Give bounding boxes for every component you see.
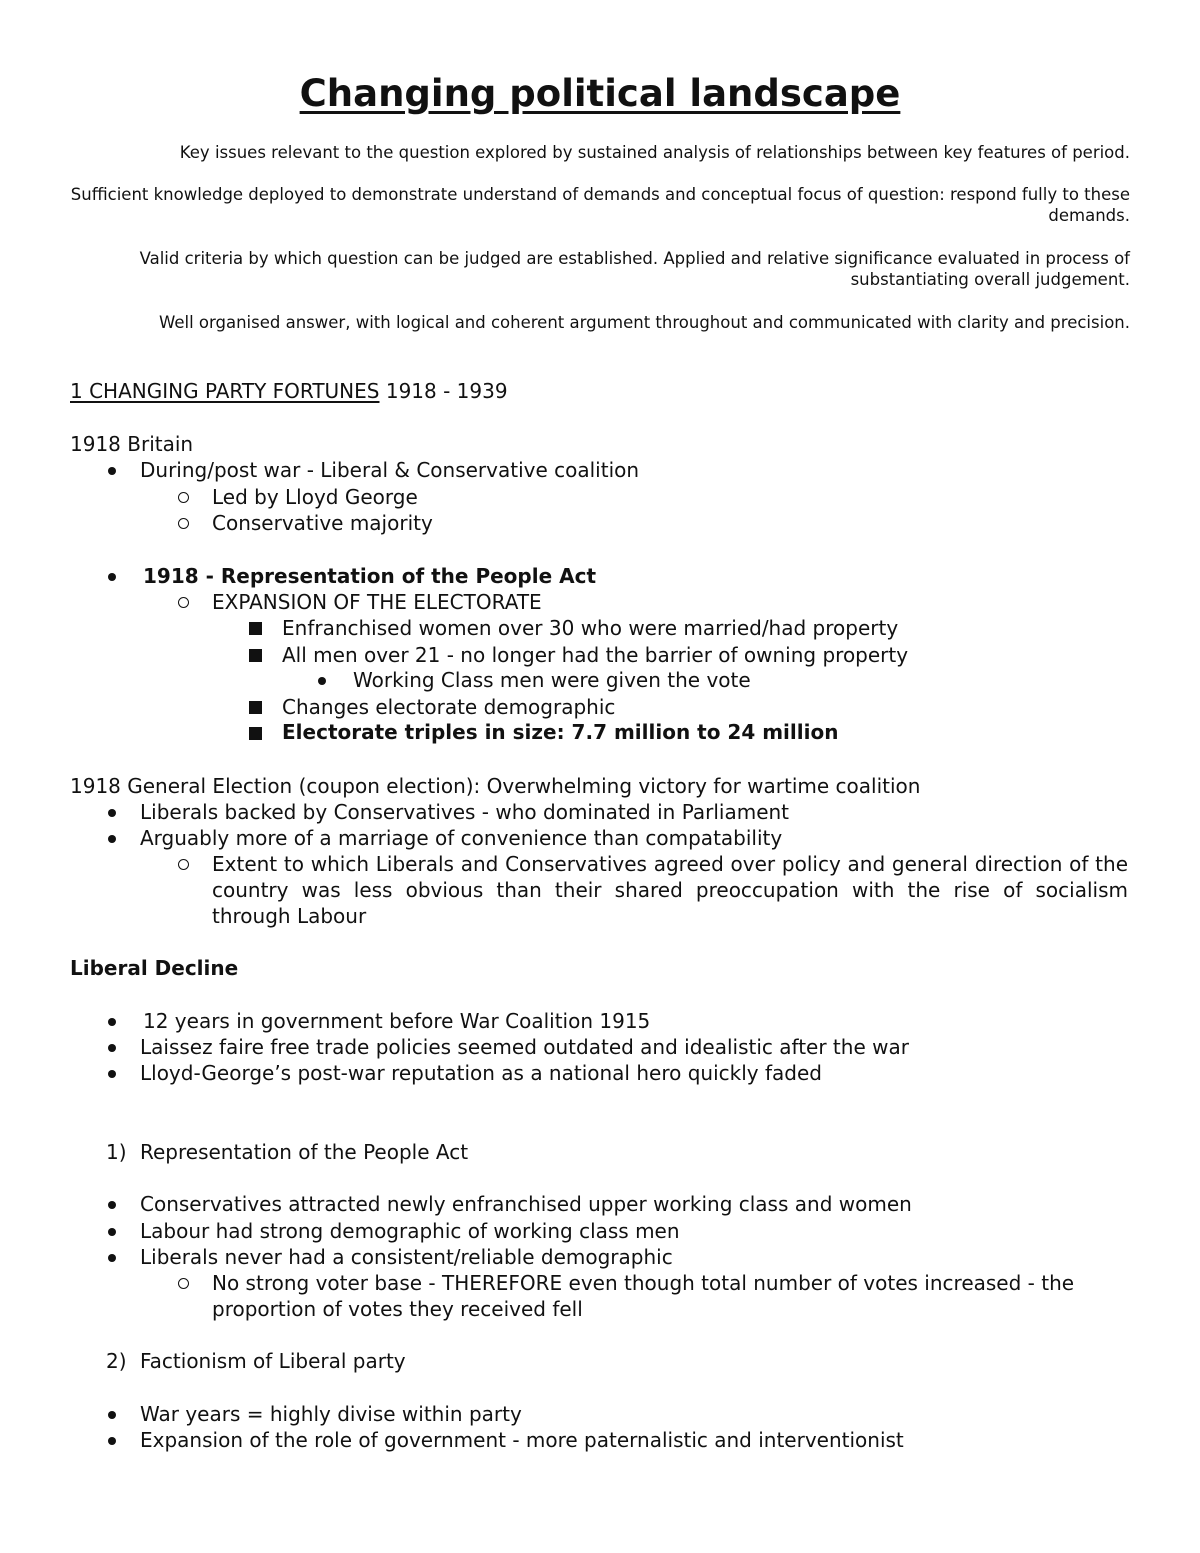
- list-item: Changes electorate demographic: [282, 695, 616, 719]
- list-item: During/post war - Liberal & Conservative coalition: [140, 458, 640, 482]
- liberal-decline-heading: Liberal Decline: [70, 956, 239, 980]
- bullet-dot-icon: [108, 467, 116, 475]
- list-item: Conservatives attracted newly enfranchised upper working class and women: [140, 1192, 912, 1216]
- list-item: Labour had strong demographic of working class men: [140, 1219, 680, 1243]
- list-item: Conservative majority: [212, 511, 433, 535]
- list-item: Liberals never had a consistent/reliable demographic: [140, 1245, 673, 1269]
- page-title: Changing political landscape: [299, 72, 901, 115]
- criteria-3: Valid criteria by which question can be judged are established. Applied and relative significance evaluated in process of substantiating overall judgement.: [139, 249, 1130, 289]
- bullet-square-icon: [249, 701, 262, 714]
- criteria-1: Key issues relevant to the question explored by sustained analysis of relationships between key features of period.: [179, 143, 1130, 162]
- list-item: Enfranchised women over 30 who were married/had property: [282, 616, 899, 640]
- list-item: Led by Lloyd George: [212, 485, 418, 509]
- bullet-circle-icon: [178, 518, 189, 529]
- list-item: Working Class men were given the vote: [353, 668, 751, 692]
- list-item: Extent to which Liberals and Conservatives agreed over policy and general direction of the country was less obvious than their shared preoccupation with the rise of socialism through Labour: [212, 852, 1128, 928]
- bullet-dot-icon: [108, 1018, 116, 1026]
- rpa-heading: 1918 - Representation of the People Act: [143, 564, 597, 588]
- bullet-dot-icon: [318, 677, 326, 685]
- list-item: No strong voter base - THEREFORE even though total number of votes increased - the proportion of votes they received fell: [212, 1271, 1075, 1321]
- list-item: Arguably more of a marriage of convenience than compatability: [140, 826, 783, 850]
- bullet-dot-icon: [108, 573, 116, 581]
- bullet-circle-icon: [178, 859, 189, 870]
- bullet-dot-icon: [108, 1228, 116, 1236]
- point-2-label: Factionism of Liberal party: [140, 1349, 406, 1373]
- bullet-circle-icon: [178, 1278, 189, 1289]
- bullet-circle-icon: [178, 492, 189, 503]
- point-1-label: Representation of the People Act: [140, 1140, 469, 1164]
- bullet-square-icon: [249, 649, 262, 662]
- point-1-number: 1): [106, 1140, 127, 1164]
- bullet-dot-icon: [108, 1070, 116, 1078]
- bullet-dot-icon: [108, 1201, 116, 1209]
- bullet-square-icon: [249, 727, 262, 740]
- list-item: Laissez faire free trade policies seemed outdated and idealistic after the war: [140, 1035, 909, 1059]
- bullet-dot-icon: [108, 835, 116, 843]
- section-heading: [70, 378, 508, 404]
- list-item: Expansion of the role of government - more paternalistic and interventionist: [140, 1428, 904, 1452]
- britain-label: 1918 Britain: [70, 432, 194, 456]
- bullet-dot-icon: [108, 1254, 116, 1262]
- list-item: All men over 21 - no longer had the barrier of owning property: [282, 643, 909, 667]
- section-heading-years: 1918 - 1939: [379, 379, 508, 403]
- bullet-circle-icon: [178, 597, 189, 608]
- bullet-dot-icon: [108, 1437, 116, 1445]
- list-item: Electorate triples in size: 7.7 million to 24 million: [282, 720, 839, 744]
- election-label: 1918 General Election (coupon election): Overwhelming victory for wartime coalition: [70, 774, 921, 798]
- point-2-number: 2): [106, 1349, 127, 1373]
- criteria-2: Sufficient knowledge deployed to demonstrate understand of demands and conceptual focus of question: respond fully to these demands.: [70, 185, 1130, 225]
- list-item: Liberals backed by Conservatives - who dominated in Parliament: [140, 800, 790, 824]
- list-item: War years = highly divise within party: [140, 1402, 522, 1426]
- bullet-dot-icon: [108, 1411, 116, 1419]
- list-item: Lloyd-George’s post-war reputation as a national hero quickly faded: [140, 1061, 822, 1085]
- bullet-dot-icon: [108, 1044, 116, 1052]
- section-heading-title: 1 CHANGING PARTY FORTUNES: [70, 379, 380, 403]
- criteria-4: Well organised answer, with logical and coherent argument throughout and communicated with clarity and precision.: [159, 313, 1130, 332]
- bullet-square-icon: [249, 622, 262, 635]
- bullet-dot-icon: [108, 809, 116, 817]
- list-item: EXPANSION OF THE ELECTORATE: [212, 590, 542, 614]
- list-item: 12 years in government before War Coalition 1915: [143, 1009, 651, 1033]
